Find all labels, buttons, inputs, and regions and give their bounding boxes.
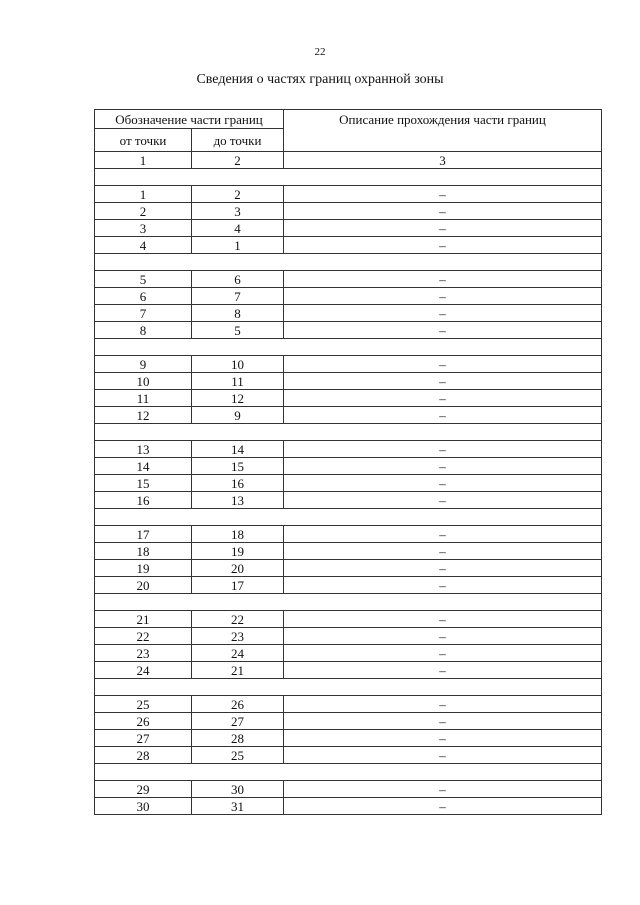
page-title: Сведения о частях границ охранной зоны: [196, 72, 444, 87]
page-number: 22: [314, 46, 326, 58]
from-point-cell: 17: [95, 526, 192, 543]
to-point-cell: 22: [192, 611, 284, 628]
group-separator-row: [95, 764, 602, 781]
to-point-cell: 31: [192, 798, 284, 815]
table-row: [95, 203, 602, 220]
table-row: [95, 492, 602, 509]
description-cell: –: [284, 288, 602, 305]
table-row: [95, 611, 602, 628]
description-cell: –: [284, 305, 602, 322]
group-separator-row: [95, 424, 602, 441]
from-point-cell: 27: [95, 730, 192, 747]
table-row: [95, 662, 602, 679]
description-cell: –: [284, 373, 602, 390]
to-point-cell: 25: [192, 747, 284, 764]
table-row: [95, 543, 602, 560]
table-row: [95, 713, 602, 730]
description-cell: –: [284, 356, 602, 373]
to-point-cell: 24: [192, 645, 284, 662]
from-point-cell: 18: [95, 543, 192, 560]
description-cell: –: [284, 526, 602, 543]
from-point-cell: 1: [95, 186, 192, 203]
table-row: [95, 781, 602, 798]
table-row: [95, 220, 602, 237]
to-point-cell: 11: [192, 373, 284, 390]
from-point-cell: 25: [95, 696, 192, 713]
from-point-cell: 8: [95, 322, 192, 339]
from-point-cell: 7: [95, 305, 192, 322]
from-point-cell: 22: [95, 628, 192, 645]
table-row: [95, 628, 602, 645]
from-point-cell: 16: [95, 492, 192, 509]
description-cell: –: [284, 390, 602, 407]
table-row: [95, 186, 602, 203]
header-group-label: Обозначение части границ: [95, 110, 284, 129]
boundary-table-body: [95, 110, 602, 815]
to-point-cell: 4: [192, 220, 284, 237]
from-point-cell: 5: [95, 271, 192, 288]
group-separator-cell: [95, 169, 602, 186]
description-cell: –: [284, 628, 602, 645]
description-cell: –: [284, 271, 602, 288]
table-row: [95, 696, 602, 713]
description-cell: –: [284, 458, 602, 475]
group-separator-row: [95, 679, 602, 696]
group-separator-cell: [95, 594, 602, 611]
group-separator-cell: [95, 764, 602, 781]
group-separator-cell: [95, 509, 602, 526]
to-point-cell: 28: [192, 730, 284, 747]
description-cell: –: [284, 645, 602, 662]
column-number-2: 2: [192, 152, 284, 169]
to-point-cell: 5: [192, 322, 284, 339]
table-row: [95, 356, 602, 373]
from-point-cell: 26: [95, 713, 192, 730]
to-point-cell: 26: [192, 696, 284, 713]
boundary-table: [94, 109, 602, 815]
from-point-cell: 20: [95, 577, 192, 594]
description-cell: –: [284, 492, 602, 509]
to-point-cell: 17: [192, 577, 284, 594]
description-cell: –: [284, 322, 602, 339]
table-row: [95, 390, 602, 407]
description-cell: –: [284, 577, 602, 594]
description-cell: –: [284, 220, 602, 237]
to-point-cell: 13: [192, 492, 284, 509]
description-cell: –: [284, 407, 602, 424]
to-point-cell: 6: [192, 271, 284, 288]
from-point-cell: 23: [95, 645, 192, 662]
to-point-cell: 27: [192, 713, 284, 730]
from-point-cell: 2: [95, 203, 192, 220]
to-point-cell: 3: [192, 203, 284, 220]
to-point-cell: 21: [192, 662, 284, 679]
group-separator-row: [95, 594, 602, 611]
to-point-cell: 18: [192, 526, 284, 543]
description-cell: –: [284, 696, 602, 713]
table-row: [95, 747, 602, 764]
to-point-cell: 30: [192, 781, 284, 798]
column-number-1: 1: [95, 152, 192, 169]
description-cell: –: [284, 186, 602, 203]
from-point-cell: 13: [95, 441, 192, 458]
from-point-cell: 15: [95, 475, 192, 492]
column-number-row: [95, 152, 602, 169]
from-point-cell: 12: [95, 407, 192, 424]
group-separator-row: [95, 169, 602, 186]
group-separator-cell: [95, 679, 602, 696]
description-cell: –: [284, 730, 602, 747]
table-row: [95, 305, 602, 322]
table-row: [95, 322, 602, 339]
from-point-cell: 28: [95, 747, 192, 764]
from-point-cell: 6: [95, 288, 192, 305]
description-cell: –: [284, 662, 602, 679]
to-point-cell: 20: [192, 560, 284, 577]
table-row: [95, 441, 602, 458]
table-row: [95, 271, 602, 288]
table-row: [95, 475, 602, 492]
group-separator-cell: [95, 424, 602, 441]
table-row: [95, 407, 602, 424]
from-point-cell: 4: [95, 237, 192, 254]
description-cell: –: [284, 611, 602, 628]
table-row: [95, 526, 602, 543]
group-separator-row: [95, 254, 602, 271]
to-point-cell: 8: [192, 305, 284, 322]
description-cell: –: [284, 475, 602, 492]
to-point-cell: 9: [192, 407, 284, 424]
column-number-3: 3: [284, 152, 602, 169]
to-point-cell: 19: [192, 543, 284, 560]
table-row: [95, 798, 602, 815]
table-row: [95, 645, 602, 662]
table-row: [95, 288, 602, 305]
from-point-cell: 10: [95, 373, 192, 390]
table-row: [95, 458, 602, 475]
description-cell: –: [284, 798, 602, 815]
to-point-cell: 14: [192, 441, 284, 458]
table-row: [95, 730, 602, 747]
table-row: [95, 577, 602, 594]
group-separator-cell: [95, 339, 602, 356]
description-cell: –: [284, 237, 602, 254]
to-point-cell: 16: [192, 475, 284, 492]
to-point-cell: 23: [192, 628, 284, 645]
to-point-cell: 12: [192, 390, 284, 407]
group-separator-row: [95, 339, 602, 356]
table-row: [95, 560, 602, 577]
to-point-cell: 15: [192, 458, 284, 475]
table-header-row: [95, 110, 602, 129]
from-point-cell: 21: [95, 611, 192, 628]
header-description-label: Описание прохождения части границ: [284, 110, 602, 152]
from-point-cell: 9: [95, 356, 192, 373]
description-cell: –: [284, 747, 602, 764]
from-point-cell: 29: [95, 781, 192, 798]
header-to-label: до точки: [192, 129, 284, 152]
description-cell: –: [284, 713, 602, 730]
description-cell: –: [284, 781, 602, 798]
from-point-cell: 14: [95, 458, 192, 475]
from-point-cell: 19: [95, 560, 192, 577]
from-point-cell: 3: [95, 220, 192, 237]
to-point-cell: 2: [192, 186, 284, 203]
from-point-cell: 11: [95, 390, 192, 407]
to-point-cell: 10: [192, 356, 284, 373]
description-cell: –: [284, 441, 602, 458]
header-from-label: от точки: [95, 129, 192, 152]
description-cell: –: [284, 560, 602, 577]
to-point-cell: 7: [192, 288, 284, 305]
group-separator-cell: [95, 254, 602, 271]
to-point-cell: 1: [192, 237, 284, 254]
table-row: [95, 373, 602, 390]
table-row: [95, 237, 602, 254]
description-cell: –: [284, 543, 602, 560]
group-separator-row: [95, 509, 602, 526]
from-point-cell: 30: [95, 798, 192, 815]
from-point-cell: 24: [95, 662, 192, 679]
description-cell: –: [284, 203, 602, 220]
